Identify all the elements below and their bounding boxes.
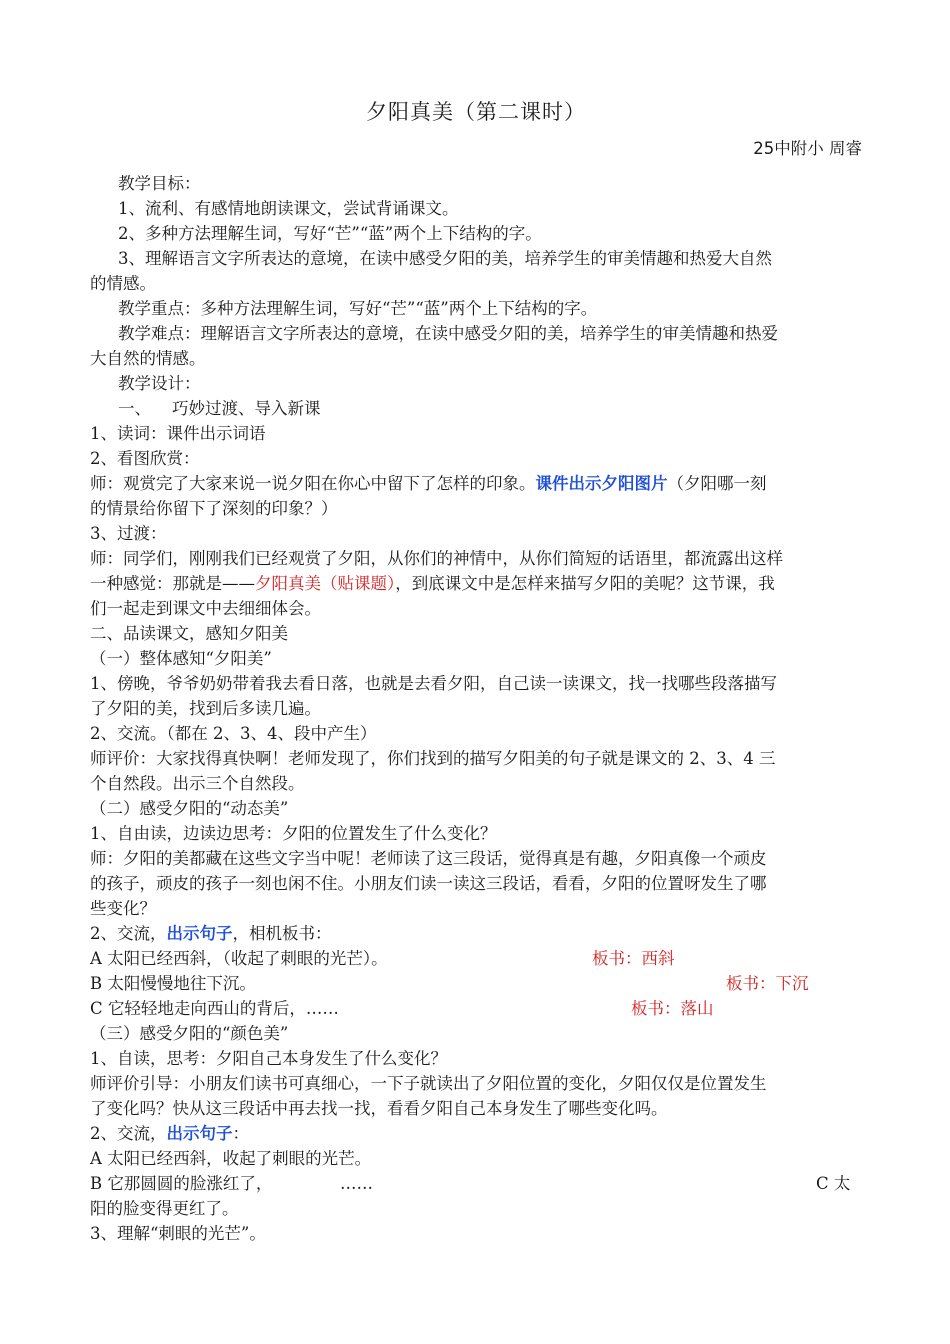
text-line: 1、自读，思考：夕阳自己本身发生了什么变化？ — [90, 1049, 447, 1068]
text-line: 些变化？ — [90, 899, 156, 918]
text-line: 师：观赏完了大家来说一说夕阳在你心中留下了怎样的印象。课件出示夕阳图片（夕阳哪一刻 — [90, 474, 767, 493]
sentence-c-start: C 太 — [816, 1174, 851, 1193]
text-line: 2、交流，出示句子： — [90, 1124, 249, 1143]
text-line: 的情景给你留下了深刻的印象？） — [90, 499, 338, 518]
text-line: 师：夕阳的美都藏在这些文字当中呢！老师读了这三段话，觉得真是有趣，夕阳真像一个顽皮 — [90, 849, 767, 868]
text-line: 1、流利、有感情地朗读课文，尝试背诵课文。 — [118, 199, 459, 218]
text-line: 3、理解语言文字所表达的意境，在读中感受夕阳的美，培养学生的审美情趣和热爱大自然 — [118, 249, 772, 268]
text-line: 个自然段。出示三个自然段。 — [90, 774, 305, 793]
text-line: 阳的脸变得更红了。 — [90, 1199, 239, 1218]
text-line: 师评价：大家找得真快啊！老师发现了，你们找到的描写夕阳美的句子就是课文的 2、3、4 三 — [90, 749, 776, 768]
text-line: 一种感觉：那就是——夕阳真美（贴课题），到底课文中是怎样来描写夕阳的美呢？这节课，我 — [90, 574, 775, 593]
board-note: 板书：落山 — [631, 999, 714, 1018]
lesson-title-note: 夕阳真美（贴课题） — [255, 574, 396, 593]
text-line: 2、交流，出示句子，相机板书： — [90, 924, 332, 943]
text-line: 师：同学们，刚刚我们已经观赏了夕阳，从你们的神情中，从你们简短的话语里，都流露出这样 — [90, 549, 783, 568]
text-line: 1、读词：课件出示词语 — [90, 424, 266, 443]
text-line: 1、傍晚，爷爷奶奶带着我去看日落，也就是去看夕阳，自己读一读课文，找一找哪些段落描写 — [90, 674, 777, 693]
text-line: 教学重点：多种方法理解生词，写好“芒”“蓝”两个上下结构的字。 — [118, 299, 598, 318]
board-note: 板书：下沉 — [726, 974, 809, 993]
text-line: 2、多种方法理解生词，写好“芒”“蓝”两个上下结构的字。 — [118, 224, 542, 243]
text-line: 2、看图欣赏： — [90, 449, 200, 468]
text-line: 了夕阳的美，找到后多读几遍。 — [90, 699, 321, 718]
courseware-note: 课件出示夕阳图片 — [535, 474, 668, 493]
text-line: 师评价引导：小朋友们读书可真细心，一下子就读出了夕阳位置的变化，夕阳仅仅是位置发生 — [90, 1074, 767, 1093]
subsection-heading: （一）整体感知“夕阳美” — [90, 649, 272, 668]
text-line: 的情感。 — [90, 274, 156, 293]
text-line: 3、理解“刺眼的光芒”。 — [90, 1224, 266, 1243]
subsection-heading: （二）感受夕阳的“动态美” — [90, 799, 289, 818]
sentence-b: B 它那圆圆的脸涨红了， — [90, 1174, 273, 1193]
text-line: 1、自由读，边读边思考：夕阳的位置发生了什么变化？ — [90, 824, 497, 843]
author-line: 25中附小 周睿 — [753, 139, 862, 158]
text-line: 2、交流。（都在 2、3、4、段中产生） — [90, 724, 377, 743]
text-line: 大自然的情感。 — [90, 349, 206, 368]
section-heading: 一、 巧妙过渡、导入新课 — [118, 399, 321, 418]
sentence-a: A 太阳已经西斜，收起了刺眼的光芒。 — [90, 1149, 372, 1168]
sentence-c: C 它轻轻地走向西山的背后，…… — [90, 999, 339, 1018]
sentence-a: A 太阳已经西斜，（收起了刺眼的光芒）。 — [90, 949, 388, 968]
text-line: 3、过渡： — [90, 524, 167, 543]
ellipsis: …… — [340, 1174, 373, 1193]
sentence-b: B 太阳慢慢地往下沉。 — [90, 974, 256, 993]
page-title: 夕阳真美（第二课时） — [366, 100, 586, 124]
document-page — [90, 0, 862, 1344]
show-sentence-note: 出示句子 — [166, 924, 233, 943]
text-line: 教学设计： — [118, 374, 201, 393]
board-note: 板书：西斜 — [592, 949, 675, 968]
show-sentence-note: 出示句子 — [166, 1124, 233, 1143]
text-line: 们一起走到课文中去细细体会。 — [90, 599, 321, 618]
text-line: 的孩子，顽皮的孩子一刻也闲不住。小朋友们读一读这三段话，看看，夕阳的位置呀发生了哪 — [90, 874, 767, 893]
text-line: 了变化吗？快从这三段话中再去找一找，看看夕阳自己本身发生了哪些变化吗。 — [90, 1099, 668, 1118]
text-line: 教学目标： — [118, 174, 201, 193]
text-line: 教学难点：理解语言文字所表达的意境，在读中感受夕阳的美，培养学生的审美情趣和热爱 — [118, 324, 778, 343]
section-heading: 二、品读课文，感知夕阳美 — [90, 624, 288, 643]
subsection-heading: （三）感受夕阳的“颜色美” — [90, 1024, 289, 1043]
